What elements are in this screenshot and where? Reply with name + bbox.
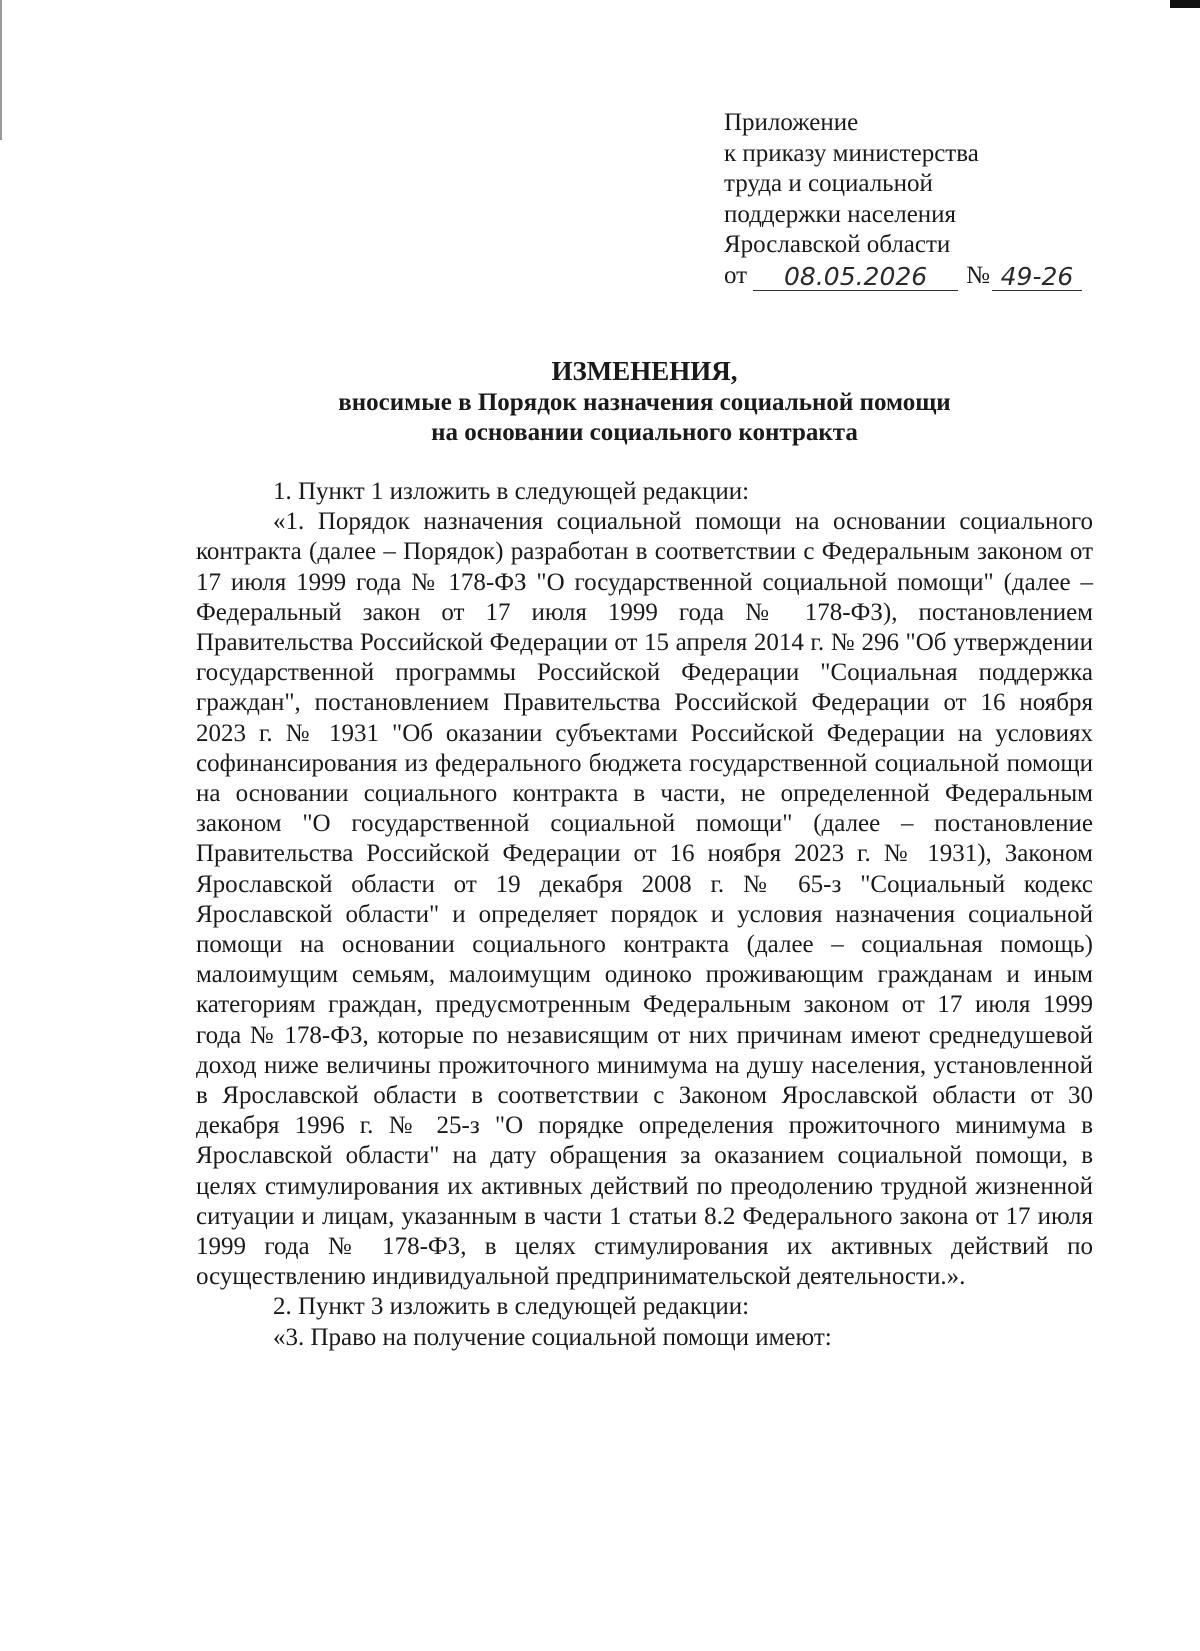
scan-edge-right <box>1170 0 1200 8</box>
approval-line-4: поддержки населения <box>724 200 957 228</box>
number-label: № <box>966 261 990 289</box>
document-title <box>196 354 1093 448</box>
title-sub-line-2: на основании социального контракта <box>431 419 858 446</box>
handwritten-number: 49-26 <box>992 264 1082 291</box>
title-main: ИЗМЕНЕНИЯ, <box>551 356 738 386</box>
scan-edge-left <box>0 0 2 140</box>
handwritten-date: 08.05.2026 <box>753 264 958 291</box>
approval-stamp-block <box>724 108 1124 291</box>
approval-line-5: Ярославской области <box>724 231 951 258</box>
approval-line-3: труда и социальной <box>724 170 933 197</box>
approval-line-1: Приложение <box>724 109 859 136</box>
item-2-text: «3. Право на получение социальной помощи имеют: <box>273 1323 832 1351</box>
from-label: от <box>724 261 748 289</box>
item-2-heading: 2. Пункт 3 изложить в следующей редакции: <box>273 1293 750 1321</box>
item-1-text: «1. Порядок назначения социальной помощи на основании социального контракта (далее – Порядок) разработан в соответствии с Федеральным законом от 17 июля 1999 года № 178-ФЗ "О государственной социальной помощи" (далее – Федеральный закон от 17 июля 1999 года № 178-ФЗ), постановлением Правительства Российской Федерации от 15 апреля 2014 г. № 296 "Об утверждении государственной программы Российской Федерации "Социальная поддержка граждан", постановлением Правительства Российской Федерации от 16 ноября 2023 г. № 1931 "Об оказании субъектами Российской Федерации на условиях софинансирования из федерального бюджета государственной социальной помощи на основании социального контракта в части, не определенной Федеральным законом "О государственной социальной помощи" (далее – постановление Правительства Российской Федерации от 16 ноября 2023 г. № 1931), Законом Ярославской области от 19 декабря 2008 г. № 65-з "Социальный кодекс Ярославской области" и определяет порядок и условия назначения социальной помощи на основании социального контракта (далее – социальная помощь) малоимущим семьям, малоимущим одиноко проживающим гражданам и иным категориям граждан, предусмотренным Федеральным законом от 17 июля 1999 года № 178-ФЗ, которые по независящим от них причинам имеют среднедушевой доход ниже величины прожиточного минимума на душу населения, установленной в Ярославской области в соответствии с Законом Ярославской области от 30 декабря 1996 г. № 25-з "О порядке определения прожиточного минимума в Ярославской области" на дату обращения за оказанием социальной помощи, в целях стимулирования их активных действий по преодолению трудной жизненной ситуации и лицам, указанным в части 1 статьи 8.2 Федерального закона от 17 июля 1999 года № 178-ФЗ, в целях стимулирования их активных действий по осуществлению индивидуальной предпринимательской деятельности.». <box>196 508 1093 1291</box>
item-1-heading: 1. Пункт 1 изложить в следующей редакции: <box>273 478 750 505</box>
document-body <box>196 477 1093 1353</box>
approval-date-number-row <box>724 261 1124 292</box>
title-sub-line-1: вносимые в Порядок назначения социальной помощи <box>338 389 951 416</box>
approval-line-2: к приказу министерства <box>724 139 979 167</box>
